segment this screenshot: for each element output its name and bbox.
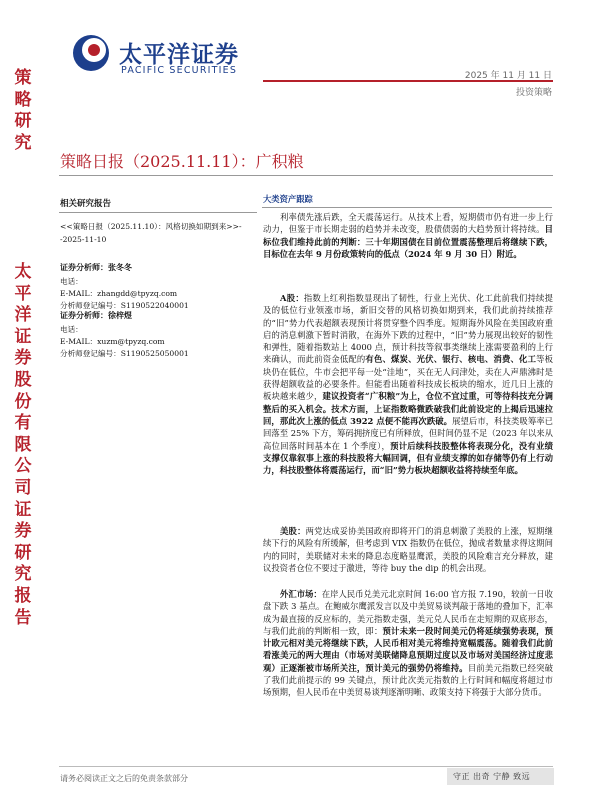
a-shares-text-3: 展望后市，科技类吸筹率已回落至 25% 下方，筹码拥挤度已有所释放，但时间仍显不足（2023 年以来从高位回落时间基本在 1 个季度）， bbox=[263, 415, 554, 451]
analyst-1-phone: 电话： bbox=[60, 277, 83, 286]
page-title: 策略日报（2025.11.11）：广积粮 bbox=[60, 152, 304, 171]
a-shares-label: A股： bbox=[280, 293, 304, 303]
related-report-link[interactable]: <<策略日报（2025.11.10）：风格切换如期到来>>--2025-11-10 bbox=[60, 222, 242, 244]
paragraph-bonds bbox=[263, 211, 553, 260]
footer-divider bbox=[59, 766, 553, 767]
a-shares-bold-2: 建议投资者“广积粮”为上，仓位不宜过重，可等待科技充分调整后的买入机会。技术方面，上证指数略微跌破我们此前设定的上揭后迅速拉回，那此次上涨的低点 3922 点便不能再次跌破。 bbox=[263, 391, 553, 426]
analyst-2-email[interactable]: E-MAIL：xuzm@tpyzq.com bbox=[60, 337, 165, 346]
paragraph-us-stocks bbox=[263, 525, 553, 574]
analyst-2-contact bbox=[60, 324, 189, 360]
footer-slogan: 守正 出奇 宁静 致远 bbox=[453, 772, 531, 781]
paragraph-fx-market bbox=[263, 588, 553, 699]
analyst-2-cert: 分析师登记编号：S1190525050001 bbox=[60, 349, 189, 358]
bonds-bold-text: 目标位我们维持此前的判断：三十年期国债在目前位置震荡整理后将继续下跌，目标位在去年 9 月份政策转向的低点（2024 年 9 月 30 日）附近。 bbox=[263, 224, 553, 259]
analyst-2-name: 证券分析师：徐梓煜 bbox=[60, 310, 132, 320]
a-shares-bold-3: 预计后续科技股整体将表现分化，没有业绩支撑仅靠叙事上涨的科技股将大幅回调，但有业绩支撑的如存储等仍有上行动力，科技股整体将震荡运行，而“旧”势力板块超额收益将持续至年底。 bbox=[263, 440, 554, 476]
sidebar-company-label: 太平洋证券股份有限公司证券研究报告 bbox=[14, 262, 32, 628]
bonds-text: 利率债先涨后跌，全天震荡运行。从技术上看，短期债市仍有进一步上行动力，但鉴于市长期走弱的趋势并未改变，股债债弱的大趋势预计将持续。 bbox=[263, 212, 553, 235]
us-stocks-text: 两党达成妥协美国政府即将开门的消息刺激了美股的上涨，短期继续下行的风险有所缓解，但考虑到 VIX 指数仍在低位，抛成者数量求得这期间内的同时，美联储对未来的降息态度略显鹰派，美股的风险难言充分释放，建议投资者仓位不要过于激进，等待 buy the dip 的机会出现。 bbox=[263, 526, 554, 573]
fx-text-1: 在岸人民币兑美元北京时间 16:00 官方报 7.190，较前一日收盘下跌 3 基点。在鲍威尔鹰派发言以及中美贸易谈判敲于落地的叠加下，汇率成为最直接的反应标的，美元指数走强，美元兑人民币在走短期的双底形态，与我们此前的判断相一致，即： bbox=[263, 589, 553, 636]
fx-label: 外汇市场： bbox=[280, 589, 322, 599]
related-reports-heading: 相关研究报告 bbox=[60, 199, 112, 209]
analyst-1-cert: 分析师登记编号：S1190522040001 bbox=[60, 301, 189, 310]
fx-bold-text: 预计未来一段时间美元仍将延续强势表现，预计欧元相对美元将继续下跌，人民币相对美元将维持宽幅震荡。随着我们此前看涨美元的两大理由（市场对美联储降息预期过度以及市场对美国经济过度悲观）正逐渐被市场所关注，预计美元的强势仍将维持。 bbox=[263, 625, 554, 673]
section-divider bbox=[262, 207, 552, 208]
pacific-securities-logo-icon bbox=[71, 33, 111, 73]
a-shares-bold-1: 有色、煤炭、光伏、银行、核电、消费、化工 bbox=[365, 354, 537, 365]
a-shares-text-1: 指数上红利指数显现出了韧性，行业上光伏、化工此前我们持续提及的低位行业领涨市场，新旧交替的风格切换如期到来，我们此前持续推荐的“旧”势力代表超额表现预计将贯穿整个四季度。短期海外风险在美国政府重启的消息刺激下暂时消散，在海外下跌的过程中，“旧”势力展现出较好的韧性和弹性，随着指数站上 4000 点，预计科技等叙事类继续上涨需要盈利的上行来确认，而此前资金低配的 bbox=[263, 293, 553, 365]
brand-name-en: PACIFIC SECURITIES bbox=[121, 65, 238, 76]
related-divider bbox=[59, 212, 257, 213]
sidebar-category-label: 策略研究 bbox=[14, 68, 32, 153]
fx-text-2: 目前美元指数已经突破了我们此前提示的 99 关键点，预计此次美元指数的上行时间和幅度将超过市场预期，但人民币在中美贸易谈判逐渐明晰、政策支持下将强于大部分货币。 bbox=[263, 662, 554, 698]
section-title: 大类资产跟踪 bbox=[263, 194, 313, 204]
title-divider bbox=[59, 175, 553, 176]
brand-name-cn: 太平洋证券 bbox=[119, 42, 239, 68]
a-shares-text-2: 等板块仍在低位，牛市会把平每一处“洼地”，买在无人问津处，卖在人声鼎沸时是获得超额收益的必要条件。但能看出随着科技成长板块的缩水，近几日上涨的板块越来越少， bbox=[263, 354, 554, 402]
paragraph-a-shares bbox=[263, 292, 553, 476]
report-date: 2025 年 11 月 11 日 bbox=[464, 71, 552, 81]
report-type: 投资策略 bbox=[515, 88, 552, 98]
analyst-1-contact bbox=[60, 276, 189, 312]
analyst-1-name: 证券分析师：张冬冬 bbox=[60, 262, 132, 272]
analyst-1-email[interactable]: E-MAIL：zhangdd@tpyzq.com bbox=[60, 289, 178, 298]
footer-disclaimer: 请务必阅读正文之后的免责条款部分 bbox=[60, 774, 188, 783]
analyst-2-phone: 电话： bbox=[60, 325, 83, 334]
us-stocks-label: 美股： bbox=[280, 526, 306, 536]
